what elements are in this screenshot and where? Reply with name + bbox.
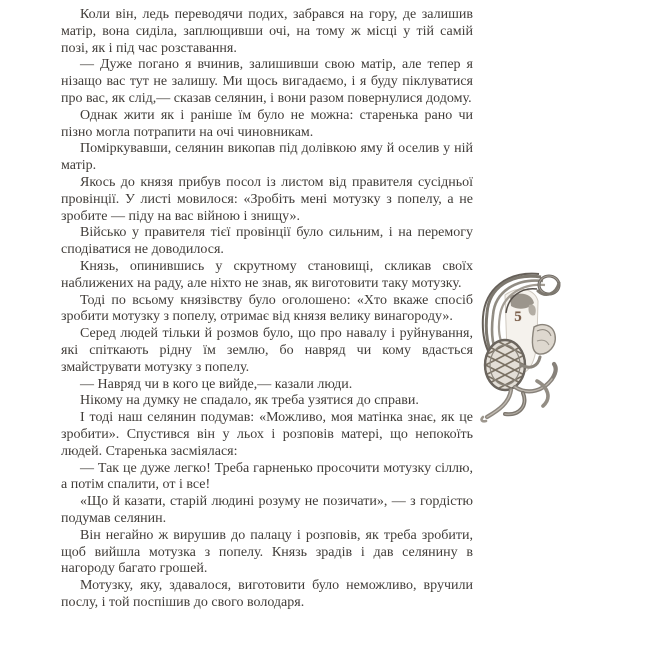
story-paragraph: — Дуже погано я вчинив, залишивши свою матір, але тепер я нізащо вас тут не залишу. Ми щось вигадаємо, і я буду піклуватися про вас, як слід,— сказав селянин, і вони разом повернулися додому. — [61, 57, 473, 106]
story-text — [61, 7, 473, 612]
illustration-page-number: 5 — [514, 309, 522, 325]
story-paragraph: Коли він, ледь переводячи подих, забрався на гору, де залишив матір, вона сиділа, заплющивши очі, на тому ж місці у тій самій позі, як і під час розставання. — [61, 7, 473, 56]
story-paragraph: Поміркувавши, селянин викопав під долівкою яму й оселив у ній матір. — [61, 141, 473, 174]
story-paragraph: Серед людей тільки й розмов було, що про навалу і руйнування, які спіткають рідну їм землю, бо навряд чи кому вдасться змайструвати мотузку з попелу. — [61, 326, 473, 375]
story-paragraph: Однак жити як і раніше їм було не можна: старенька рано чи пізно могла потрапити на очі чиновникам. — [61, 107, 473, 140]
story-paragraph: «Що й казати, старій людині розуму не позичати», — з гордістю подумав селянин. — [61, 494, 473, 526]
story-paragraph: І тоді наш селянин подумав: «Можливо, моя матінка знає, як це зробити». Спустився він у льох і розповів матері, що непокоїть людей. Старенька засміялася: — [61, 410, 473, 459]
story-paragraph: Військо у правителя тієї провінції було сильним, і на перемогу сподіватися не доводилося. — [61, 225, 473, 258]
rope-knot-illustration — [477, 269, 571, 424]
rope-knot-sketch-svg — [477, 269, 571, 424]
story-paragraph: Князь, опинившись у скрутному становищі, скликав своїх наближених на раду, але ніхто не знав, як виготовити таку мотузку. — [61, 258, 473, 291]
story-paragraph: — Так це дуже легко! Треба гарненько просочити мотузку сіллю, а потім спалити, от і все! — [61, 460, 473, 493]
story-paragraph: Він негайно ж вирушив до палацу і розповів, як треба зробити, щоб вийшла мотузка з попелу. Князь зрадів і дав селянину в нагороду багато грошей. — [61, 527, 473, 577]
story-paragraph: Нікому на думку не спадало, як треба узятися до справи. — [80, 393, 419, 409]
story-paragraph: Тоді по всьому князівству було оголошено: «Хто вкаже спосіб зробити мотузку з попелу, отримає від князя велику винагороду». — [61, 292, 473, 325]
story-paragraph: — Навряд чи в кого це вийде,— казали люди. — [80, 376, 353, 392]
story-paragraph: Якось до князя прибув посол із листом від правителя сусідньої провінції. У листі мовилося: «Зробіть мені мотузку з попелу, а не зробите — піду на вас війною і знищу». — [61, 174, 473, 224]
story-paragraph: Мотузку, яку, здавалося, виготовити було неможливо, вручили послу, і той поспішив до свого володаря. — [61, 578, 473, 610]
